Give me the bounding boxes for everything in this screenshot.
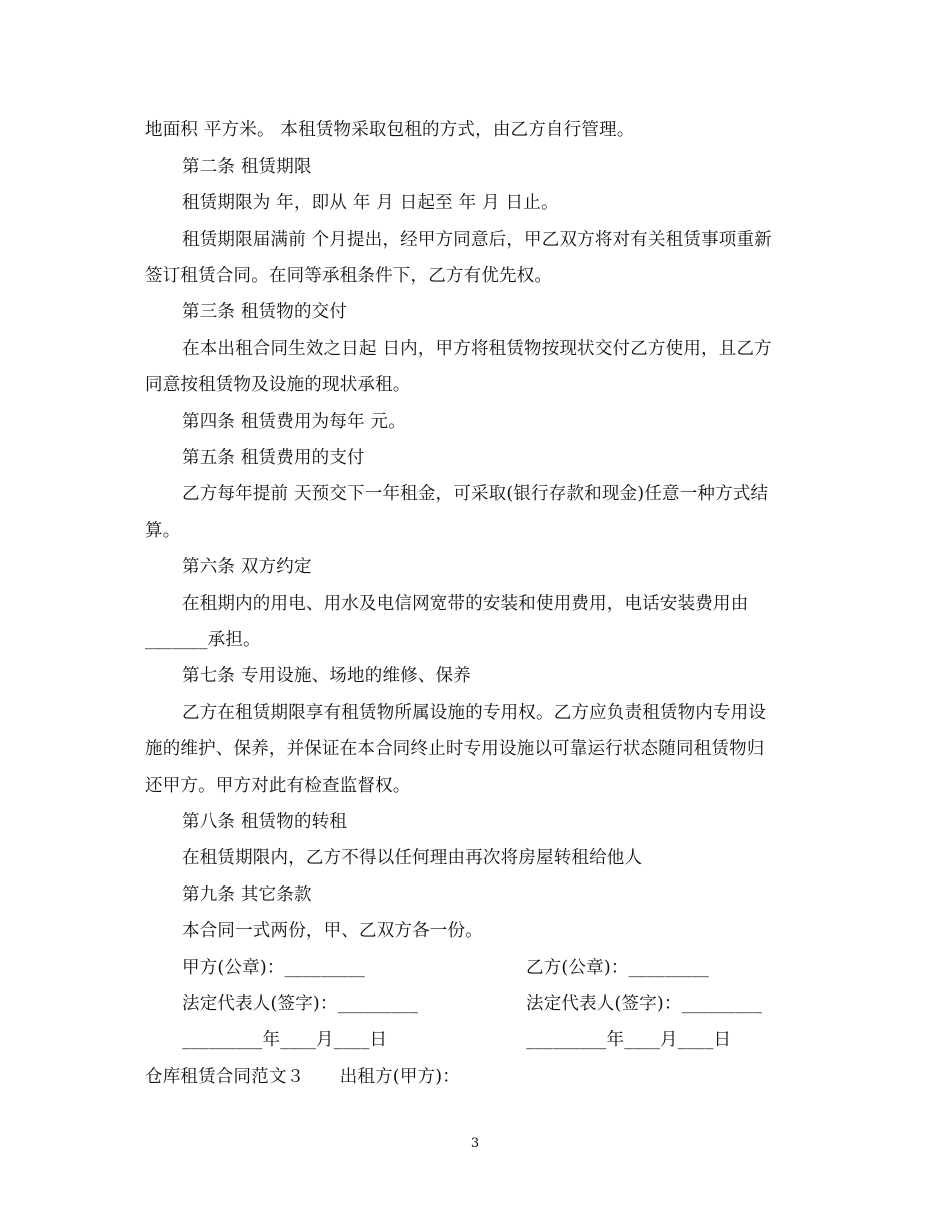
paragraph-line: _______承担。 [145, 630, 261, 650]
paragraph-line: 乙方每年提前 天预交下一年租金，可采取(银行存款和现金)任意一种方式结 [182, 484, 769, 504]
clause-heading-7: 第七条 专用设施、场地的维修、保养 [182, 666, 471, 686]
clause-heading-5: 第五条 租赁费用的支付 [182, 448, 365, 468]
paragraph-line: 乙方在租赁期限享有租赁物所属设施的专用权。乙方应负责租赁物内专用设 [182, 703, 767, 723]
paragraph-line: 签订租赁合同。在同等承租条件下，乙方有优先权。 [145, 266, 553, 286]
paragraph-line: 同意按租赁物及设施的现状承租。 [145, 375, 411, 395]
paragraph-line: 在本出租合同生效之日起 日内，甲方将租赁物按现状交付乙方使用，且乙方 [182, 339, 772, 359]
paragraph-line: 地面积 平方米。 本租赁物采取包租的方式，由乙方自行管理。 [145, 120, 635, 140]
paragraph-line: 租赁期限届满前 个月提出，经甲方同意后，甲乙双方将对有关租赁事项重新 [182, 230, 772, 250]
clause-heading-3: 第三条 租赁物的交付 [182, 302, 348, 322]
party-a-representative-line: 法定代表人(签字)：_________ [182, 994, 419, 1014]
paragraph-line: 租赁期限为 年，即从 年 月 日起至 年 月 日止。 [182, 193, 559, 213]
paragraph-line: 施的维护、保养，并保证在本合同终止时专用设施以可靠运行状态随同租赁物归 [145, 739, 765, 759]
party-b-representative-line: 法定代表人(签字)：_________ [526, 994, 763, 1014]
party-b-date-line: _________年____月____日 [526, 1030, 732, 1050]
paragraph-line: 在租赁期限内，乙方不得以任何理由再次将房屋转租给他人 [182, 848, 643, 868]
clause-heading-8: 第八条 租赁物的转租 [182, 812, 348, 832]
paragraph-line: 本合同一式两份，甲、乙双方各一份。 [182, 921, 483, 941]
page-number: 3 [470, 1136, 480, 1151]
party-a-seal-line: 甲方(公章)：_________ [182, 958, 366, 978]
clause-heading-6: 第六条 双方约定 [182, 557, 312, 577]
paragraph-line: 还甲方。甲方对此有检查监督权。 [145, 776, 411, 796]
clause-heading-9: 第九条 其它条款 [182, 885, 312, 905]
party-a-date-line: _________年____月____日 [182, 1030, 388, 1050]
paragraph-line: 在租期内的用电、用水及电信网宽带的安装和使用费用，电话安装费用由 [182, 594, 749, 614]
party-b-seal-line: 乙方(公章)：_________ [526, 958, 710, 978]
clause-heading-2: 第二条 租赁期限 [182, 157, 312, 177]
clause-heading-4: 第四条 租赁费用为每年 元。 [182, 412, 406, 432]
paragraph-line: 算。 [145, 521, 181, 541]
next-document-heading: 仓库租赁合同范文３ 出租方(甲方)： [145, 1067, 460, 1087]
